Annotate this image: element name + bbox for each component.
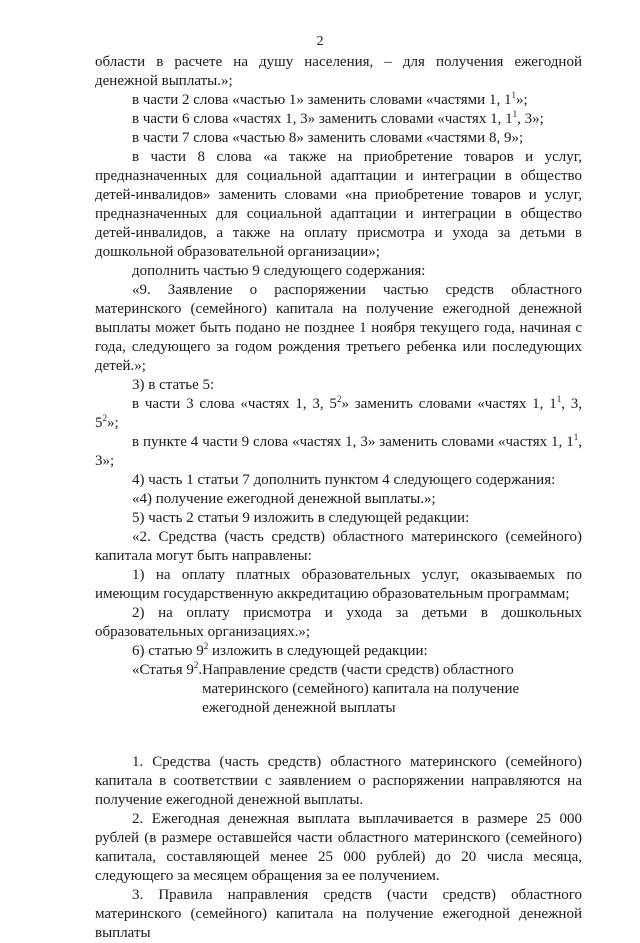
text-line: 6) статью $9^2$ изложить в следующей редакции: xyxy=(132,641,428,659)
text-line: в части 3 слова «частях 1, 3, $5^2$» заменить словами «частях 1, $1^1$, 3, $5^2$»; xyxy=(95,394,583,431)
text-line: 1) на оплату платных образовательных услуг, оказываемых по имеющим государственную аккредитацию образовательным программам; xyxy=(95,567,582,602)
text-line: «2. Средства (часть средств) областного материнского (семейного) капитала могут быть направлены: xyxy=(95,529,582,564)
text-line: 2) на оплату присмотра и ухода за детьми в дошкольных образовательных организациях.»; xyxy=(95,605,582,640)
article-number: «Статья $9^2$. xyxy=(132,660,203,678)
text-line: «9. Заявление о распоряжении частью средств областного материнского (семейного) капитала на получение ежегодной денежной выплаты может быть подано не позднее 1 ноября текущего года, начиная с года, следующего за годом рождения третьего ребенка или последующих детей.»; xyxy=(95,282,582,374)
page-number: 2 xyxy=(316,34,324,49)
text-line: 3) в статье 5: xyxy=(132,377,215,393)
spacer xyxy=(95,718,582,753)
text-line: в части 6 слова «частях 1, 3» заменить словами «частях 1, $1^1$, 3»; xyxy=(132,109,544,127)
text-line: 4) часть 1 статьи 7 дополнить пунктом 4 следующего содержания: xyxy=(132,472,556,488)
article-title: Направление средств (части средств) областного материнского (семейного) капитала на получение ежегодной денежной выплаты xyxy=(202,662,520,716)
paragraph: 3. Правила направления средств (части средств) областного материнского (семейного) капитала на получение ежегодной денежной выплаты xyxy=(95,887,582,941)
document-body xyxy=(95,53,582,943)
paragraph: 2. Ежегодная денежная выплата выплачивается в размере 25 000 рублей (в размере оставшейся части областного материнского (семейного) капитала, составляющей менее 25 000 рублей) до 20 числа месяца, следующего за месяцем обращения за ее получением. xyxy=(95,811,582,884)
article-heading xyxy=(95,661,582,718)
text-line: в части 8 слова «а также на приобретение товаров и услуг, предназначенных для социальной адаптации и интеграции в общество детей-инвалидов» заменить словами «на приобретение товаров и услуг, предназначенных для социальной адаптации и интеграции в общество детей-инвалидов, а также на оплату присмотра и ухода за детьми в дошкольной образовательной организации»; xyxy=(95,149,582,260)
text-line: «4) получение ежегодной денежной выплаты.»; xyxy=(132,491,436,507)
text-line: области в расчете на душу населения, – для получения ежегодной денежной выплаты.»; xyxy=(95,54,582,89)
text-line: в части 2 слова «частью 1» заменить словами «частями 1, $1^1$»; xyxy=(132,90,528,108)
text-line: 5) часть 2 статьи 9 изложить в следующей редакции: xyxy=(132,510,470,526)
text-line: в части 7 слова «частью 8» заменить словами «частями 8, 9»; xyxy=(132,130,524,146)
text-line: в пункте 4 части 9 слова «частях 1, 3» заменить словами «частях 1, $1^1$, 3»; xyxy=(95,432,582,469)
paragraph: 1. Средства (часть средств) областного материнского (семейного) капитала в соответствии с заявлением о распоряжении направляются на получение ежегодной денежной выплаты. xyxy=(95,754,582,808)
text-line: дополнить частью 9 следующего содержания: xyxy=(132,263,426,279)
